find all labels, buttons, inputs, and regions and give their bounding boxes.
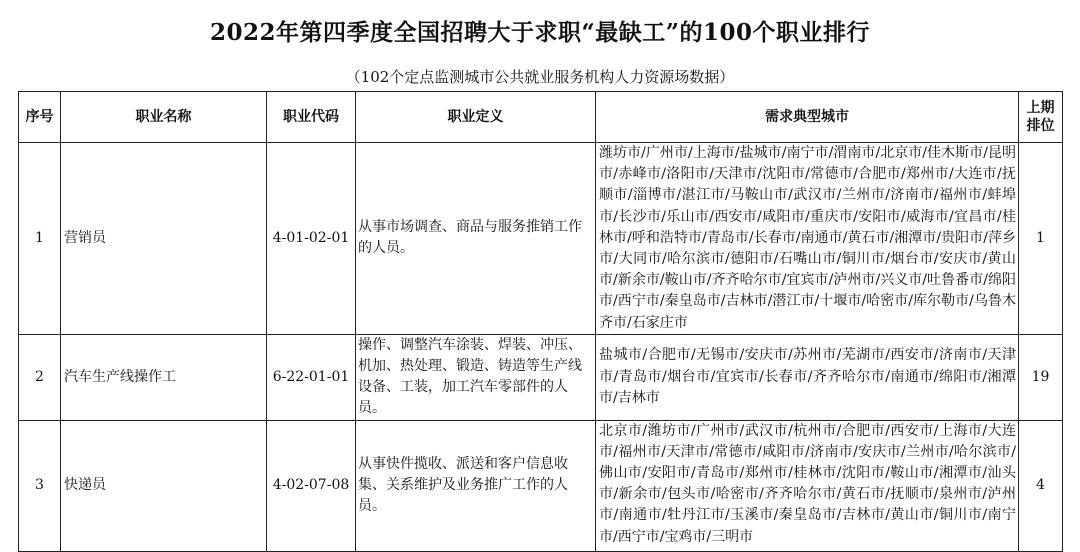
cell-code: 6-22-01-01 [267,334,356,420]
cell-code: 4-02-07-08 [267,420,356,551]
cell-definition: 操作、调整汽车涂装、焊装、冲压、机加、热处理、锻造、铸造等生产线设备、工装，加工汽车零部件的人员。 [356,334,596,420]
table-row [19,143,1063,335]
occupation-ranking-table [18,91,1063,552]
cell-cities: 盐城市/合肥市/无锡市/安庆市/苏州市/芜湖市/西安市/济南市/天津市/青岛市/烟台市/宜宾市/长春市/齐齐哈尔市/南通市/绵阳市/湘潭市/吉林市 [596,334,1019,420]
table-row [19,420,1063,551]
cell-cities: 潍坊市/广州市/上海市/盐城市/南宁市/渭南市/北京市/佳木斯市/昆明市/赤峰市/洛阳市/天津市/沈阳市/常德市/合肥市/郑州市/大连市/抚顺市/淄博市/湛江市/马鞍山市/武汉市/兰州市/济南市/福州市/蚌埠市/长沙市/乐山市/西安市/咸阳市/重庆市/安阳市/威海市/宜昌市/桂林市/呼和浩特市/青岛市/长春市/南通市/黄石市/湘潭市/贵阳市/萍乡市/大同市/哈尔滨市/德阳市/石嘴山市/铜川市/烟台市/安庆市/黄山市/新余市/鞍山市/齐齐哈尔市/宜宾市/泸州市/兴义市/吐鲁番市/绵阳市/西宁市/秦皇岛市/吉林市/潜江市/十堰市/哈密市/库尔勒市/乌鲁木齐市/石家庄市 [596,143,1019,335]
table-header-row [19,92,1063,143]
cell-cities: 北京市/潍坊市/广州市/武汉市/杭州市/合肥市/西安市/上海市/大连市/福州市/天津市/常德市/咸阳市/济南市/安庆市/兰州市/哈尔滨市/佛山市/安阳市/青岛市/郑州市/桂林市/沈阳市/鞍山市/湘潭市/汕头市/新余市/包头市/哈密市/齐齐哈尔市/黄石市/抚顺市/泉州市/泸州市/南通市/牡丹江市/玉溪市/秦皇岛市/吉林市/黄山市/铜川市/南宁市/西宁市/宝鸡市/三明市 [596,420,1019,551]
cell-definition: 从事快件揽收、派送和客户信息收集、关系维护及业务推广工作的人员。 [356,420,596,551]
header-prev-rank: 上期排位 [1019,92,1063,143]
cell-name: 营销员 [61,143,267,335]
header-definition: 职业定义 [356,92,596,143]
cell-code: 4-01-02-01 [267,143,356,335]
header-code: 职业代码 [267,92,356,143]
cell-index: 1 [19,143,61,335]
cell-prev-rank: 19 [1019,334,1063,420]
header-name: 职业名称 [61,92,267,143]
cell-index: 3 [19,420,61,551]
header-index: 序号 [19,92,61,143]
cell-prev-rank: 4 [1019,420,1063,551]
page-subtitle: （102个定点监测城市公共就业服务机构人力资源场数据） [345,68,735,86]
table-row [19,334,1063,420]
cell-index: 2 [19,334,61,420]
cell-name: 快递员 [61,420,267,551]
cell-prev-rank: 1 [1019,143,1063,335]
header-cities: 需求典型城市 [596,92,1019,143]
cell-name: 汽车生产线操作工 [61,334,267,420]
page-title: 2022年第四季度全国招聘大于求职“最缺工”的100个职业排行 [210,19,870,46]
cell-definition: 从事市场调查、商品与服务推销工作的人员。 [356,143,596,335]
